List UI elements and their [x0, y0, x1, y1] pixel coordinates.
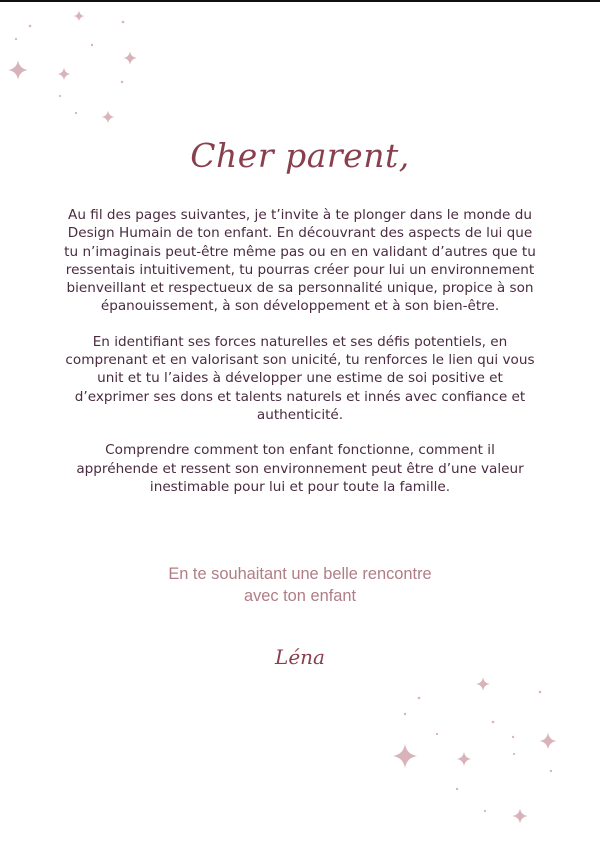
dot-icon	[418, 697, 421, 700]
closing-wish	[0, 563, 600, 607]
closing-line: avec ton enfant	[243, 587, 357, 605]
sparkle-icon	[539, 732, 556, 749]
sparkle-icon	[457, 752, 471, 766]
dot-icon	[91, 44, 93, 46]
sparkle-icon	[58, 68, 71, 81]
dot-icon	[512, 736, 514, 738]
letter-body	[64, 206, 536, 513]
dot-icon	[436, 733, 438, 735]
dot-icon	[121, 81, 123, 83]
letter-paragraph: En identifiant ses forces naturelles et ses défis potentiels, en comprenant et en valorisant son unicité, tu renforces le lien qui vous unit et tu l’aides à développer une estime de soi positive et d’exprimer ses dons et talents naturels et innés avec confiance et authenticité.	[65, 333, 535, 423]
sparkle-icon	[102, 111, 115, 124]
dot-icon	[456, 788, 458, 790]
dot-icon	[513, 753, 515, 755]
dot-icon	[29, 25, 32, 28]
signature: Léna	[275, 645, 325, 669]
sparkle-icon	[74, 11, 85, 22]
page-title: Cher parent,	[190, 136, 410, 175]
dot-icon	[404, 713, 406, 715]
dot-icon	[59, 95, 61, 97]
sparkle-icon	[393, 744, 417, 768]
letter-paragraph: Au fil des pages suivantes, je t’invite à te plonger dans le monde du Design Humain de ton enfant. En découvrant des aspects de lui que tu n’imaginais peut-être même pas ou en en validant d’autres que tu ressentais intuitivement, tu pourras créer pour lui un environnement bienveillant et respectueux de sa personnalité unique, propice à son épanouissement, à son développement et à son bien-être.	[64, 207, 536, 315]
dot-icon	[15, 38, 17, 40]
sparkle-icon	[476, 677, 490, 691]
dot-icon	[550, 770, 552, 772]
dot-icon	[484, 810, 486, 812]
dot-icon	[75, 112, 77, 114]
closing-line: En te souhaitant une belle rencontre	[168, 565, 432, 583]
letter-paragraph: Comprendre comment ton enfant fonctionne, comment il appréhende et ressent son environnement peut être d’une valeur inestimable pour lui et pour toute la famille.	[76, 442, 524, 495]
dot-icon	[492, 721, 495, 724]
dot-icon	[539, 691, 542, 694]
sparkle-icon	[123, 51, 137, 65]
sparkle-icon	[8, 60, 28, 80]
dot-icon	[122, 21, 125, 24]
sparkle-icon	[512, 808, 527, 823]
